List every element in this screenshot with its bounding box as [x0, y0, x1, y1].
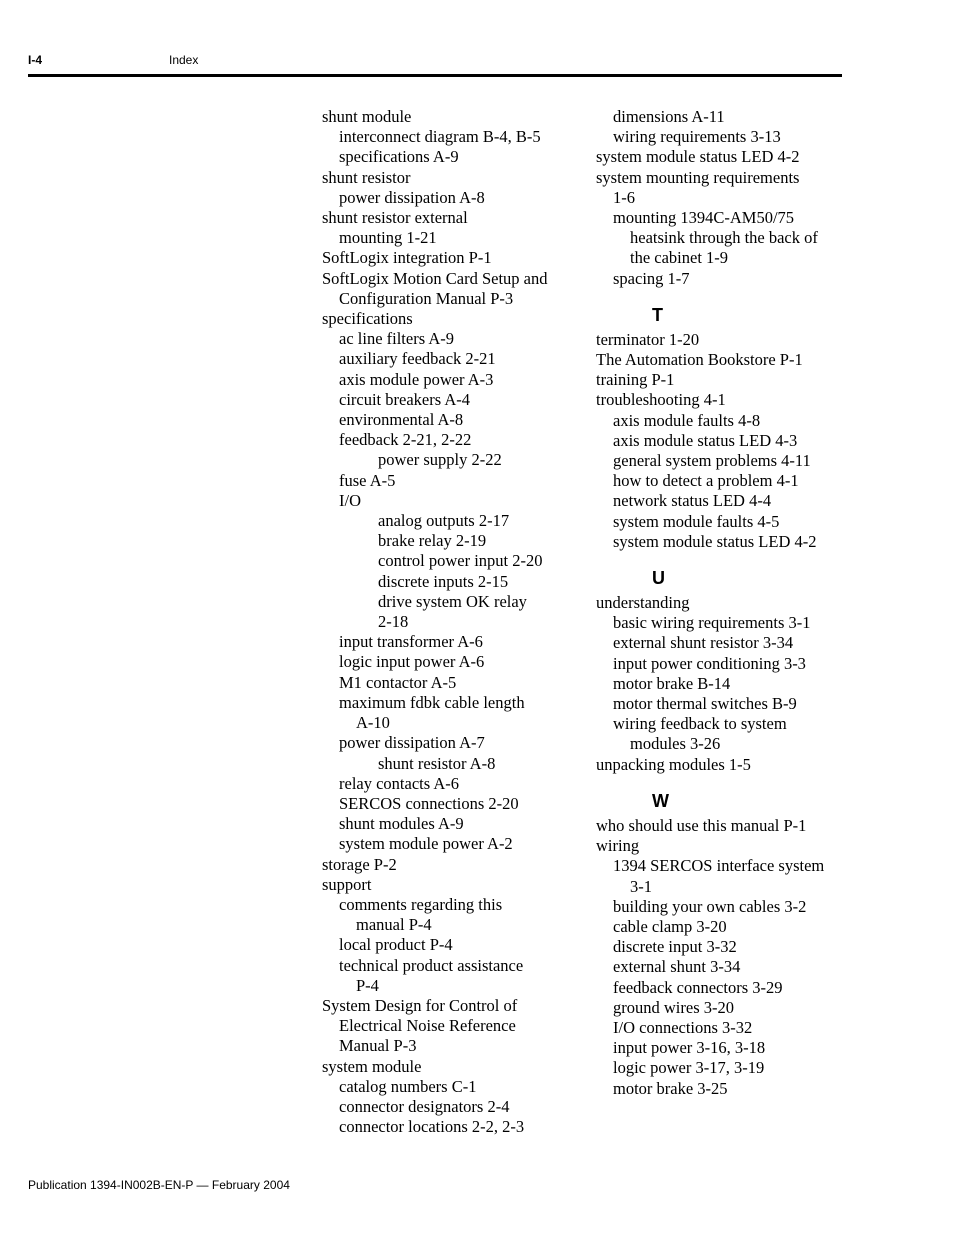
index-subentry: circuit breakers A-4: [339, 389, 471, 409]
index-subentry: connector locations 2-2, 2-3: [339, 1117, 525, 1137]
index-subentry: how to detect a problem 4-1: [613, 471, 799, 491]
index-subentry: control power input 2-20: [378, 551, 543, 571]
index-entry: shunt resistor: [322, 167, 411, 187]
index-subentry: relay contacts A-6: [339, 773, 460, 793]
index-subentry: drive system OK relay: [378, 591, 527, 611]
index-entry: SoftLogix Motion Card Setup and: [322, 268, 548, 288]
index-subentry: logic power 3-17, 3-19: [613, 1058, 765, 1078]
index-subentry: power dissipation A-8: [339, 187, 485, 207]
section-title: Index: [169, 53, 199, 67]
index-subentry: wiring requirements 3-13: [613, 127, 781, 147]
index-subentry: motor brake 3-25: [613, 1078, 728, 1098]
index-subentry: mounting 1-21: [339, 228, 437, 248]
index-entry: support: [322, 874, 372, 894]
index-subentry: comments regarding this: [339, 894, 503, 914]
index-subentry: environmental A-8: [339, 410, 464, 430]
index-entry: system module status LED 4-2: [596, 147, 800, 167]
index-column-left: [322, 107, 582, 1137]
index-subentry: Electrical Noise Reference: [339, 1016, 516, 1036]
index-subentry: M1 contactor A-5: [339, 672, 457, 692]
index-subentry: power supply 2-22: [378, 450, 502, 470]
index-subentry: motor thermal switches B-9: [613, 694, 797, 714]
page-number: I-4: [28, 53, 43, 67]
publication-footer: Publication 1394-IN002B-EN-P — February 2004: [28, 1178, 290, 1192]
index-subentry: power dissipation A-7: [339, 733, 485, 753]
index-subentry: axis module status LED 4-3: [613, 430, 798, 450]
index-subentry: Manual P-3: [339, 1036, 417, 1056]
index-subentry: shunt resistor A-8: [378, 753, 496, 773]
index-subentry: auxiliary feedback 2-21: [339, 349, 496, 369]
index-subentry: discrete input 3-32: [613, 937, 737, 957]
index-subentry: ground wires 3-20: [613, 997, 734, 1017]
index-subentry: modules 3-26: [630, 734, 721, 754]
index-subentry: SERCOS connections 2-20: [339, 793, 519, 813]
index-entry: shunt module: [322, 107, 412, 126]
index-subentry: catalog numbers C-1: [339, 1076, 477, 1096]
index-subentry: system module status LED 4-2: [613, 531, 817, 551]
index-entry: SoftLogix integration P-1: [322, 248, 492, 268]
index-subentry: interconnect diagram B-4, B-5: [339, 127, 541, 147]
index-subentry: fuse A-5: [339, 470, 396, 490]
index-entry: system mounting requirements: [596, 167, 800, 187]
index-subentry: network status LED 4-4: [613, 491, 772, 511]
index-subentry: feedback connectors 3-29: [613, 977, 783, 997]
index-subentry: axis module faults 4-8: [613, 410, 761, 430]
index-entry: terminator 1-20: [596, 329, 700, 349]
index-subentry: motor brake B-14: [613, 673, 731, 693]
header-divider: [28, 74, 842, 77]
index-subentry: heatsink through the back of: [630, 228, 818, 248]
index-subentry: external shunt 3-34: [613, 957, 741, 977]
index-subentry: spacing 1-7: [613, 268, 690, 288]
index-entry: The Automation Bookstore P-1: [596, 350, 803, 370]
index-entry: shunt resistor external: [322, 208, 468, 228]
index-subentry: basic wiring requirements 3-1: [613, 613, 811, 633]
index-section-letter: W: [652, 790, 669, 811]
index-subentry: connector designators 2-4: [339, 1096, 510, 1116]
index-column-right: [596, 107, 846, 1099]
index-subentry: brake relay 2-19: [378, 531, 487, 551]
index-subentry: building your own cables 3-2: [613, 896, 807, 916]
index-subentry: 1-6: [613, 187, 635, 207]
index-subentry: input power 3-16, 3-18: [613, 1038, 766, 1058]
index-subentry: cable clamp 3-20: [613, 916, 727, 936]
index-subentry: mounting 1394C-AM50/75: [613, 208, 795, 228]
index-entry: troubleshooting 4-1: [596, 390, 726, 410]
index-subentry: general system problems 4-11: [613, 451, 811, 471]
index-entry: System Design for Control of: [322, 995, 518, 1015]
index-subentry: 3-1: [630, 876, 652, 896]
index-subentry: wiring feedback to system: [613, 714, 787, 734]
index-section-letter: U: [652, 568, 665, 589]
index-subentry: input transformer A-6: [339, 632, 483, 652]
index-subentry: I/O connections 3-32: [613, 1017, 753, 1037]
index-subentry: technical product assistance: [339, 955, 524, 975]
index-subentry: manual P-4: [356, 915, 432, 935]
index-subentry: 2-18: [378, 612, 409, 632]
index-subentry: feedback 2-21, 2-22: [339, 430, 472, 450]
index-subentry: I/O: [339, 490, 361, 510]
index-subentry: local product P-4: [339, 935, 453, 955]
index-subentry: maximum fdbk cable length: [339, 692, 525, 712]
index-entry: storage P-2: [322, 854, 397, 874]
index-subentry: axis module power A-3: [339, 369, 494, 389]
index-subentry: dimensions A-11: [613, 107, 725, 126]
index-subentry: discrete inputs 2-15: [378, 571, 509, 591]
index-subentry: ac line filters A-9: [339, 329, 455, 349]
index-subentry: A-10: [356, 713, 390, 733]
index-entry: wiring: [596, 836, 640, 856]
index-subentry: Configuration Manual P-3: [339, 288, 514, 308]
index-section-letter: T: [652, 304, 663, 325]
index-subentry: system module faults 4-5: [613, 511, 780, 531]
index-subentry: the cabinet 1-9: [630, 248, 729, 268]
index-entry: specifications: [322, 309, 413, 329]
index-entry: understanding: [596, 593, 690, 613]
index-entry: system module: [322, 1056, 422, 1076]
index-entry: who should use this manual P-1: [596, 815, 807, 835]
index-entry: training P-1: [596, 370, 675, 390]
index-subentry: specifications A-9: [339, 147, 459, 167]
index-subentry: P-4: [356, 975, 379, 995]
index-subentry: input power conditioning 3-3: [613, 653, 806, 673]
index-subentry: system module power A-2: [339, 834, 513, 854]
index-subentry: 1394 SERCOS interface system: [613, 856, 825, 876]
index-subentry: logic input power A-6: [339, 652, 485, 672]
index-subentry: external shunt resistor 3-34: [613, 633, 794, 653]
index-subentry: shunt modules A-9: [339, 814, 464, 834]
index-subentry: analog outputs 2-17: [378, 511, 510, 531]
index-entry: unpacking modules 1-5: [596, 754, 751, 774]
